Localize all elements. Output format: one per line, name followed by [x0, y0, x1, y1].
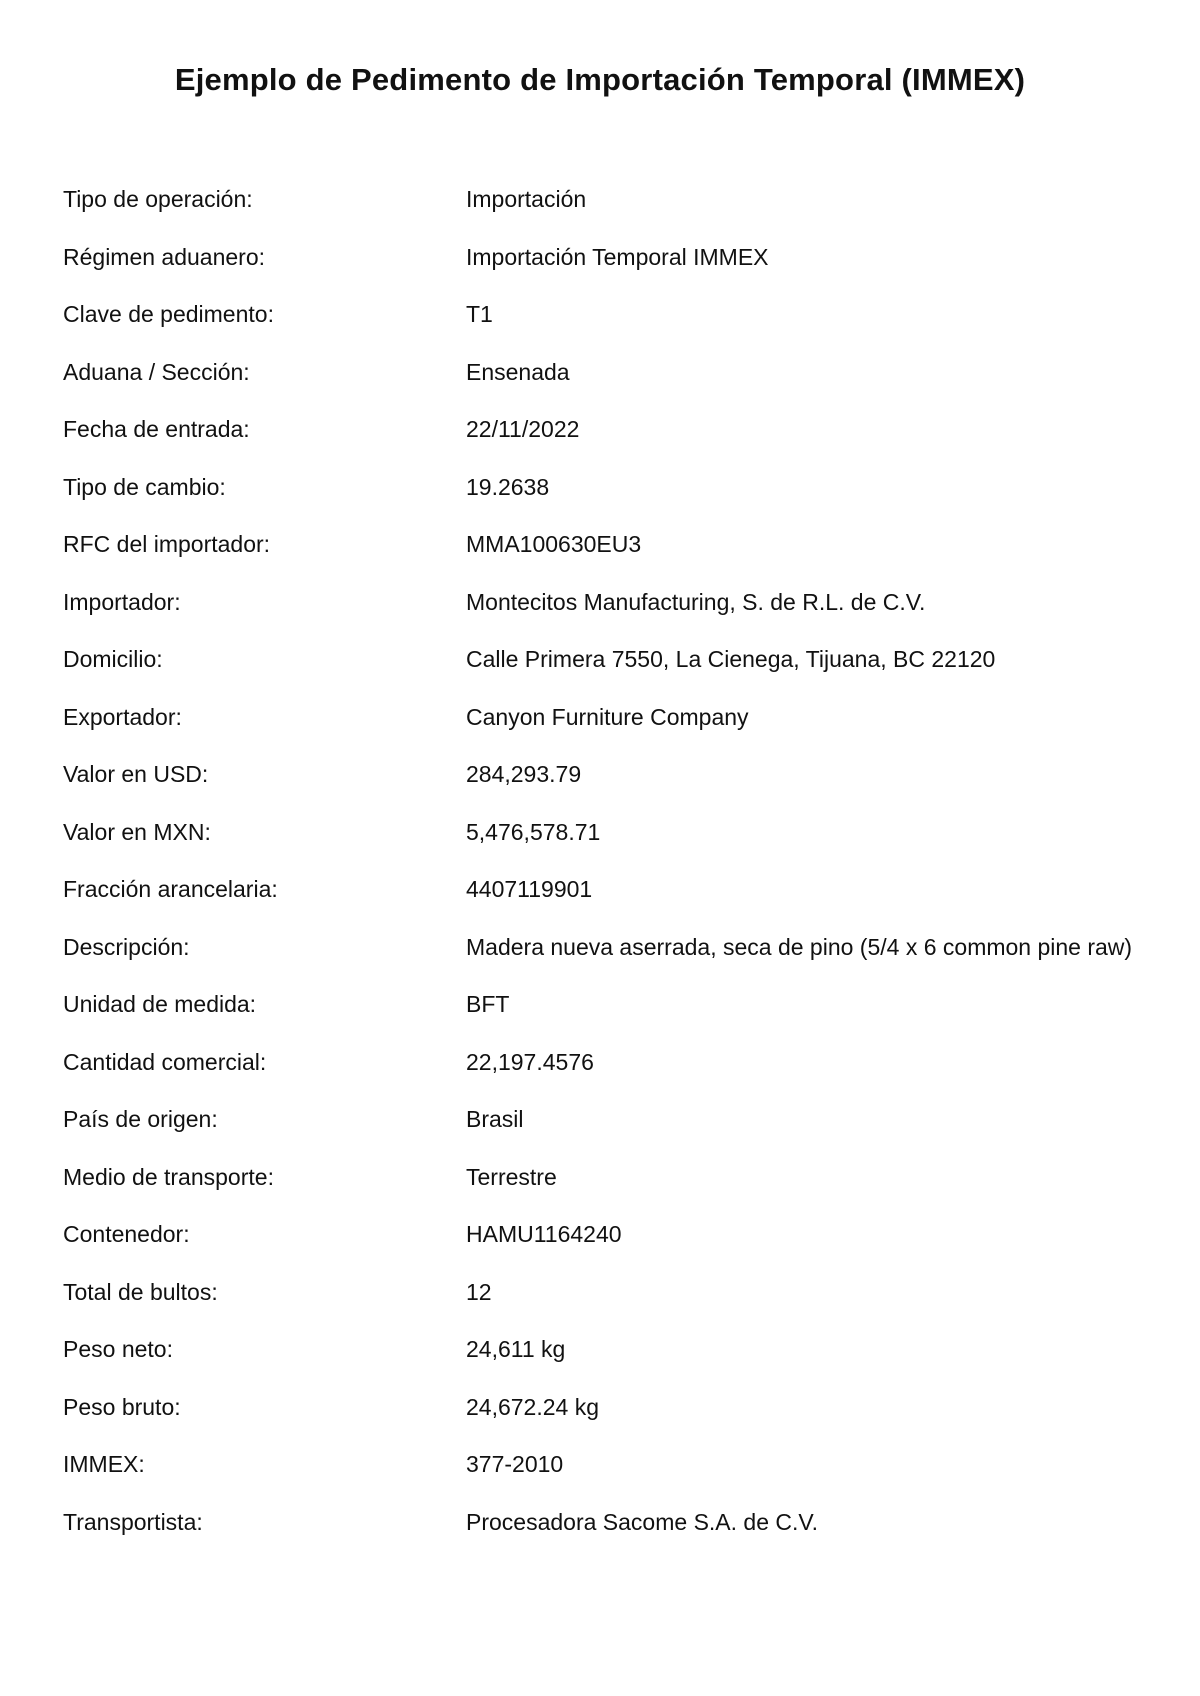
field-label: Tipo de operación: [63, 186, 253, 212]
field-label: Tipo de cambio: [63, 473, 226, 500]
field-row-peso-bruto [63, 1391, 1183, 1449]
field-value: 22,197.4576 [466, 1048, 594, 1075]
field-value: 4407119901 [466, 876, 593, 902]
field-row-domicilio [63, 643, 1183, 701]
field-label: Descripción: [63, 933, 190, 960]
field-row-tipo-cambio [63, 471, 1183, 529]
field-value: Importación Temporal IMMEX [466, 243, 769, 270]
field-list [63, 183, 1183, 1563]
field-value: Madera nueva aserrada, seca de pino (5/4 x 6 common pine raw) [466, 933, 1133, 960]
field-value: Canyon Furniture Company [466, 703, 749, 730]
field-label: Fecha de entrada: [63, 416, 250, 442]
field-row-transportista [63, 1506, 1183, 1564]
field-value: MMA100630EU3 [466, 531, 642, 557]
field-label: IMMEX: [63, 1451, 145, 1477]
field-row-rfc-importador [63, 528, 1183, 586]
field-value: 19.2638 [466, 473, 550, 500]
field-row-exportador [63, 701, 1183, 759]
field-value: Montecitos Manufacturing, S. de R.L. de C.V. [466, 588, 926, 615]
field-value: Brasil [466, 1106, 524, 1132]
field-label: Domicilio: [63, 646, 163, 672]
field-value: 24,672.24 kg [466, 1393, 600, 1420]
field-row-fraccion-arancelaria [63, 873, 1183, 931]
field-label: Clave de pedimento: [63, 301, 274, 327]
field-value: Procesadora Sacome S.A. de C.V. [466, 1508, 819, 1535]
field-value: BFT [466, 991, 510, 1017]
field-label: Valor en USD: [63, 761, 209, 787]
field-value: 12 [466, 1278, 492, 1305]
field-value: HAMU1164240 [466, 1221, 622, 1247]
field-value: 22/11/2022 [466, 416, 580, 442]
field-row-immex [63, 1448, 1183, 1506]
field-value: 377-2010 [466, 1451, 564, 1477]
field-value: 284,293.79 [466, 761, 582, 787]
field-label: Unidad de medida: [63, 991, 257, 1017]
field-label: Fracción arancelaria: [63, 876, 278, 902]
field-row-pais-origen [63, 1103, 1183, 1161]
field-value: Importación [466, 186, 587, 212]
field-label: Valor en MXN: [63, 818, 211, 845]
field-row-peso-neto [63, 1333, 1183, 1391]
field-label: Transportista: [63, 1508, 203, 1535]
field-row-clave-pedimento [63, 298, 1183, 356]
field-label: Peso neto: [63, 1336, 173, 1362]
field-row-regimen-aduanero [63, 241, 1183, 299]
field-row-importador [63, 586, 1183, 644]
field-row-aduana-seccion [63, 356, 1183, 414]
field-label: Total de bultos: [63, 1278, 218, 1305]
field-label: Importador: [63, 588, 181, 615]
document-title: Ejemplo de Pedimento de Importación Temporal (IMMEX) [174, 62, 1026, 97]
field-value: Ensenada [466, 358, 570, 385]
field-label: Contenedor: [63, 1221, 190, 1247]
field-row-tipo-operacion [63, 183, 1183, 241]
field-label: Régimen aduanero: [63, 243, 266, 270]
field-row-valor-mxn [63, 816, 1183, 874]
field-row-contenedor [63, 1218, 1183, 1276]
field-label: Cantidad comercial: [63, 1048, 267, 1075]
field-row-valor-usd [63, 758, 1183, 816]
field-label: País de origen: [63, 1106, 218, 1132]
field-row-descripcion [63, 931, 1183, 989]
field-label: Peso bruto: [63, 1393, 181, 1420]
field-value: T1 [466, 301, 493, 327]
field-value: 5,476,578.71 [466, 818, 601, 845]
field-value: Calle Primera 7550, La Cienega, Tijuana, BC 22120 [466, 646, 996, 672]
field-label: RFC del importador: [63, 531, 271, 557]
field-label: Exportador: [63, 703, 182, 730]
field-value: Terrestre [466, 1163, 557, 1190]
field-row-fecha-entrada [63, 413, 1183, 471]
field-row-total-bultos [63, 1276, 1183, 1334]
field-label: Aduana / Sección: [63, 358, 250, 385]
field-row-cantidad-comercial [63, 1046, 1183, 1104]
field-label: Medio de transporte: [63, 1163, 274, 1190]
field-row-unidad-medida [63, 988, 1183, 1046]
field-value: 24,611 kg [466, 1336, 566, 1362]
field-row-medio-transporte [63, 1161, 1183, 1219]
